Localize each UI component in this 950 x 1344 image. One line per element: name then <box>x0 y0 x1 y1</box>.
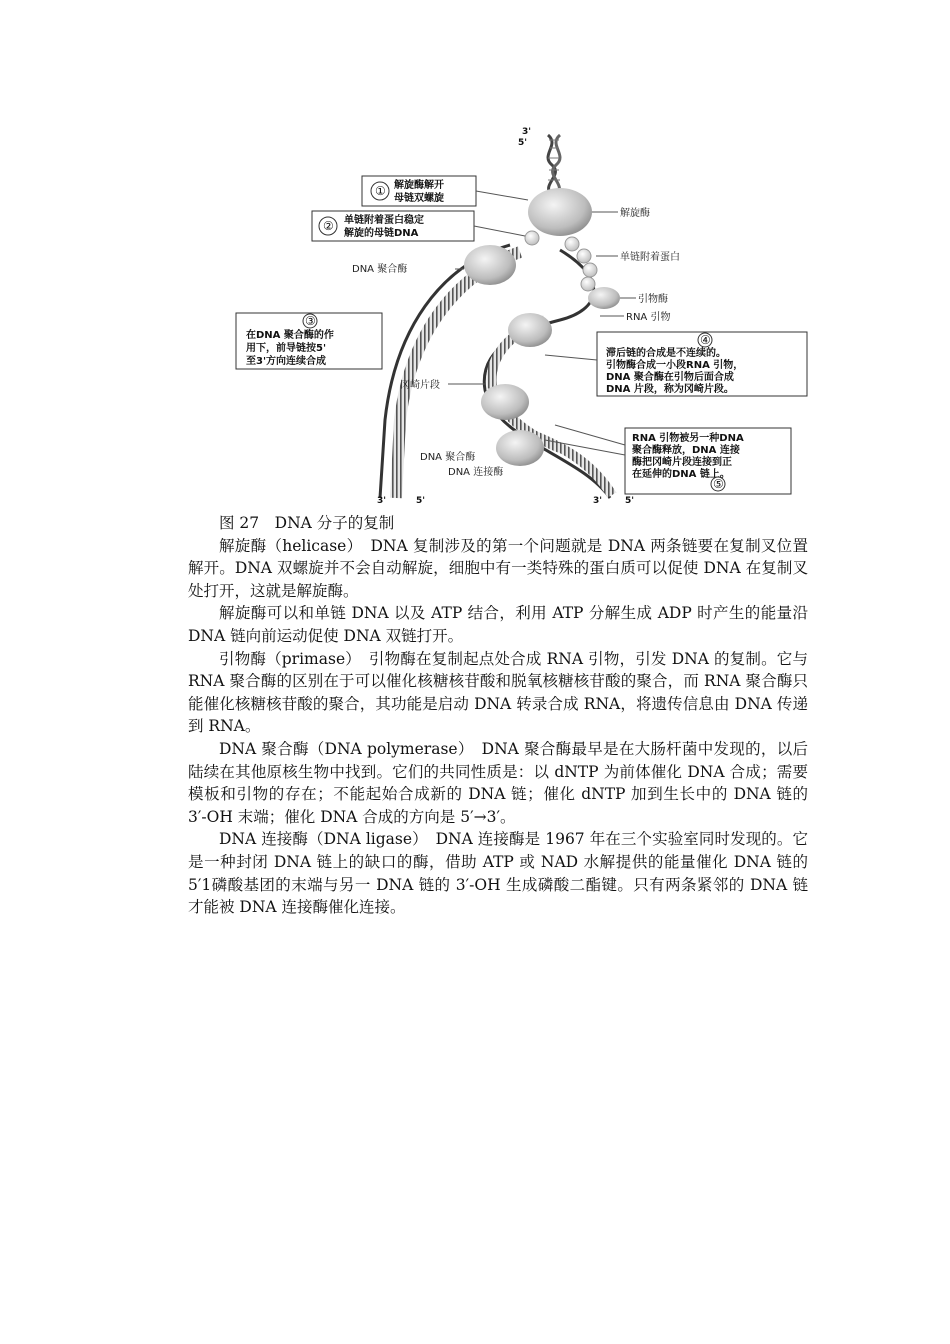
svg-text:解旋酶解开: 解旋酶解开 <box>394 180 444 191</box>
svg-text:单链附着蛋白稳定: 单链附着蛋白稳定 <box>344 215 424 226</box>
callout-box-3 <box>236 313 382 369</box>
dna-replication-figure <box>0 0 950 520</box>
end-label-br-3p: 3' <box>593 496 603 506</box>
dna-polymerase-release-shape <box>481 384 529 420</box>
label-okazaki: 冈崎片段 <box>400 380 440 391</box>
svg-text:⑤: ⑤ <box>713 477 724 491</box>
end-label-bl-5p: 5' <box>416 496 426 506</box>
label-helicase: 解旋酶 <box>620 208 650 219</box>
svg-text:至3'方向连续合成: 至3'方向连续合成 <box>246 356 327 367</box>
svg-text:母链双螺旋: 母链双螺旋 <box>394 193 444 204</box>
end-label-br-5p: 5' <box>625 496 635 506</box>
svg-text:解旋的母链DNA: 解旋的母链DNA <box>344 228 419 239</box>
primase-shape <box>588 287 620 309</box>
svg-text:②: ② <box>323 219 334 233</box>
dna-polymerase-leading-shape <box>464 245 516 285</box>
svg-text:DNA 片段，称为冈崎片段。: DNA 片段，称为冈崎片段。 <box>606 384 734 395</box>
svg-text:酶把冈崎片段连接到正: 酶把冈崎片段连接到正 <box>632 457 732 468</box>
body-text <box>188 512 808 919</box>
callout-box-4 <box>545 332 807 396</box>
figure-caption: 图 27 DNA 分子的复制 <box>219 514 395 532</box>
callout-box-2 <box>312 211 525 241</box>
svg-text:DNA 聚合酶在引物后面合成: DNA 聚合酶在引物后面合成 <box>606 372 734 383</box>
label-ssb: 单链附着蛋白 <box>620 252 680 263</box>
callout-box-1 <box>362 176 528 206</box>
svg-text:滞后链的合成是不连续的。: 滞后链的合成是不连续的。 <box>606 348 726 359</box>
end-label-top-3p: 3' <box>522 127 532 137</box>
label-rna-primer: RNA 引物 <box>626 312 671 323</box>
end-label-top-5p: 5' <box>518 138 528 148</box>
label-dna-polymerase-bottom: DNA 聚合酶 <box>420 452 476 463</box>
end-label-bl-3p: 3' <box>377 496 387 506</box>
helicase-shape <box>528 188 592 236</box>
label-dna-ligase: DNA 连接酶 <box>448 467 504 478</box>
svg-text:引物酶合成一小段RNA 引物，: 引物酶合成一小段RNA 引物， <box>606 360 744 371</box>
paragraph-primase: 引物酶（primase） 引物酶在复制起点处合成 RNA 引物，引发 DNA 的复制。它与 RNA 聚合酶的区别在于可以催化核糖核苷酸和脱氧核糖核苷酸的聚合，而 RNA 聚合酶只能催化核糖核苷酸的聚合，其功能是启动 DNA 转录合成 RNA，将遗传信息由 DNA 传递到 RNA。 <box>188 649 808 736</box>
svg-text:①: ① <box>375 184 386 198</box>
svg-text:在延伸的DNA 链上。: 在延伸的DNA 链上。 <box>632 469 730 480</box>
paragraph-dna-polymerase: DNA 聚合酶（DNA polymerase） DNA 聚合酶最早是在大肠杆菌中发现的，以后陆续在其他原核生物中找到。它们的共同性质是：以 dNTP 为前体催化 DNA 合成；需要模板和引物的存在；不能起始合成新的 DNA 链；催化 dNTP 加到生长中的 DNA 链的 3′-OH 末端；催化 DNA 合成的方向是 5′→3′。 <box>188 739 808 826</box>
svg-text:用下，前导链按5': 用下，前导链按5' <box>246 343 327 354</box>
paragraph-helicase: 解旋酶（helicase） DNA 复制涉及的第一个问题就是 DNA 两条链要在复制叉位置解开。DNA 双螺旋并不会自动解旋，细胞中有一类特殊的蛋白质可以促使 DNA 在复制叉处打开，这就是解旋酶。 <box>188 536 808 600</box>
ssb-beads <box>525 231 597 291</box>
label-dna-polymerase-top: DNA 聚合酶 <box>352 264 408 275</box>
dna-polymerase-lagging-shape <box>508 313 552 347</box>
label-primase: 引物酶 <box>638 294 668 305</box>
paragraph-dna-ligase: DNA 连接酶（DNA ligase） DNA 连接酶是 1967 年在三个实验室同时发现的。它是一种封闭 DNA 链上的缺口的酶，借助 ATP 或 NAD 水解提供的能量催化 DNA 链的 5′1磷酸基团的末端与另一 DNA 链的 3′-OH 生成磷酸二酯键。只有两条紧邻的 DNA 链才能被 DNA 连接酶催化连接。 <box>188 830 808 917</box>
svg-text:在DNA 聚合酶的作: 在DNA 聚合酶的作 <box>246 330 334 341</box>
svg-text:聚合酶释放，DNA 连接: 聚合酶释放，DNA 连接 <box>632 445 740 456</box>
svg-text:④: ④ <box>700 333 711 347</box>
svg-text:RNA 引物被另一种DNA: RNA 引物被另一种DNA <box>632 433 744 444</box>
paragraph-helicase-atp: 解旋酶可以和单链 DNA 以及 ATP 结合，利用 ATP 分解生成 ADP 时产生的能量沿 DNA 链向前运动促使 DNA 双链打开。 <box>188 604 808 645</box>
dna-ligase-shape <box>496 430 544 466</box>
svg-text:③: ③ <box>305 314 316 328</box>
